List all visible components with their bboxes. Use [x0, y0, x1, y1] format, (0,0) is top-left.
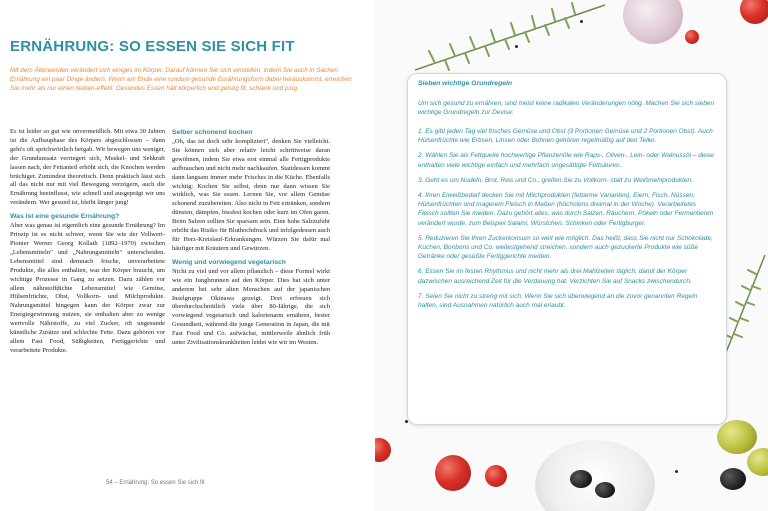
tomato-image — [685, 30, 699, 44]
pepper-image — [675, 470, 678, 473]
rule-item: 6. Essen Sie im festen Rhythmus und nicht mehr als drei Mahlzeiten täglich, damit der Körper dazwischen ausreichend Zeit für die Verdauung hat. Verzichten Sie auf Snacks zwischendurch. — [418, 268, 692, 285]
rule-item: 7. Seien Sie nicht zu streng mit sich. Wenn Sie sich überwiegend an die zuvor genannten Regeln halten, sind Ausnahmen natürlich auch mal erlaubt. — [418, 292, 698, 310]
paragraph: Es ist leider so gut wie unvermeidlich. Mit etwa 30 Jahren ist die Aufbauphase des Körpers abgeschlossen – dann geht's oft sprichwörtlich bergab. Wir bewegen uns weniger, der Grundumsatz verringert sich, Muskel- und Sehkraft lassen nach, der Fettanteil erhöht sich, die Knochen werden brüchiger. Zumindest theoretisch. Denn praktisch lässt sich all das nicht nur mit viel Bewegung verzögern, auch die Ernährung beeinflusst, wie schnell und ausgeprägt wir uns verändern. Wer gesund ist, bleibt länger jung! — [10, 128, 165, 207]
bowl-image — [535, 440, 655, 511]
rules-box — [407, 73, 727, 425]
garlic-image — [623, 0, 683, 44]
olive-image — [595, 482, 615, 498]
box-intro: Um sich gesund zu ernähren, sind meist keine radikalen Veränderungen nötig. Machen Sie sich sieben wichtige Grundregeln zur Devise: — [418, 100, 715, 117]
intro-text: Mit dem Älterwerden verändert sich einiges im Körper. Darauf können Sie sich einstellen, indem Sie auch in Sachen Ernährung ein paar Dinge ändern. Wenn am Ende eine rundum gesunde Ernährungsform dabei herauskommt, erreichen Sie mehr als nur einen Neben-effekt: Gesundes Essen hält körperlich und geistig fit, schlank und jung. — [10, 67, 352, 93]
olive-image — [720, 468, 746, 490]
text-column-2 — [172, 128, 330, 348]
section-heading: Was ist eine gesunde Ernährung? — [10, 213, 120, 221]
paragraph: Aber was genau ist eigentlich eine gesunde Ernährung? Im Prinzip ist es nicht schwer, wenn Sie wie der Vollwert-Pionier Werner Georg Kollath (1892–1970) zwischen „Lebensmitteln" und „Nahrungsmitteln" unterscheiden. Lebensmittel sind demnach frische, unverarbeitete Produkte, die alles enthalten, was der Körper braucht, um wichtige Prozesse in Gang zu setzen. Dazu zählen vor allem nährstoffdichte Lebensmittel wie Gemüse, Hülsenfrüchte, Obst, Vollkorn- und Milchprodukte. Nahrungsmittel hingegen kann der Körper zwar zur Energiegewinnung nutzen, sie enthalten aber zu wenige wertvolle Nährstoffe, zu viel Zucker, oft ungesunde künstliche Zusätze und schlechte Fette. Dazu gehören vor allem Fast Food, Süßigkeiten, Fertiggerichte und verarbeitete Produkte. — [10, 222, 165, 354]
left-page — [0, 0, 375, 511]
section-heading: Selber schonend kochen — [172, 129, 253, 136]
box-title: Sieben wichtige Grundregeln — [418, 80, 513, 87]
rosemary-image — [415, 0, 615, 80]
olive-image — [747, 448, 768, 476]
olive-image — [570, 470, 592, 488]
rule-item: 3. Geht es um Nudeln, Brot, Reis und Co., greifen Sie zu Vollkorn- statt zu Weißmehlprodukten. — [418, 176, 693, 184]
olive-image — [717, 420, 757, 454]
tomato-image — [375, 438, 391, 462]
rosemary-image — [720, 250, 768, 360]
paragraph: Nicht zu viel und vor allem pflanzlich – diese Formel wirkt wie ein Jungbrunnen auf den Körper. Dies hat sich unter anderem bei sehr alten Menschen auf der japanischen Inselgruppe Okinawa gezeigt. Dort erfreuen sich überdurchschnittlich viele über 80-Jährige, die sich vorwiegend vegetarisch und kalorienarm ernähren, bester Gesundheit, während die junge Generation in Japan, die mit Fast Food und Co. aufwächst, mittlerweile ähnlich früh unter Zivilisationskrankheiten leidet wie wir im Westen. — [172, 267, 330, 347]
paragraph: „Oh, das ist doch sehr kompliziert", denken Sie vielleicht. Sie können sich aber relativ leicht schrittweise daran gewöhnen, indem Sie etwa erst einmal alle Fertigprodukte aufbrauchen und nicht mehr nachkaufen. Stattdessen kommt dann langsam immer mehr Frisches in die Küche. Ebenfalls wichtig: Kochen Sie selbst, denn nur dann wissen Sie wirklich, was Sie essen. Lernen Sie, vor allem Gemüse schonend zuzubereiten. Also nicht in Fett ertränken, sondern dünsten, dämpfen, bissfest kochen oder kurz im Ofen garen. Beim Salzen sollten Sie sparsam sein. Eine hohe Salzzufuhr erhöht das Risiko für Bluthochdruck und infolgedessen auch für Herz-Kreislauf-Erkrankungen. Würzen Sie dafür mal häufiger mit Kräutern und Gewürzen. — [172, 138, 330, 252]
rules-list — [418, 127, 716, 316]
rule-item: 2. Wählen Sie als Fettquelle hochwertige Pflanzenöle wie Raps-, Oliven-, Lein- oder Walnussöl – diese enthalten viele wichtige einfach und mehrfach ungesättigte Fettsäuren. — [418, 152, 714, 169]
tomato-image — [740, 0, 768, 24]
pepper-image — [405, 420, 408, 423]
page-footer: 54 – Ernährung: So essen Sie sich fit — [106, 480, 205, 486]
page-title: ERNÄHRUNG: SO ESSEN SIE SICH FIT — [10, 38, 295, 55]
rule-item: 5. Reduzieren Sie Ihren Zuckerkonsum so weit wie möglich. Das heißt, dass Sie nicht nur Schokolade, Kuchen, Bonbons und Co. weitestgehend streichen, sondern auch gezuckerte Produkte wie süße Getränke oder gesüßte Fertiggerichte meiden. — [418, 234, 713, 261]
tomato-image — [485, 465, 507, 487]
text-column-1 — [10, 128, 165, 356]
rule-item: 1. Es gibt jeden Tag viel frisches Gemüse und Obst (3 Portionen Gemüse und 2 Portionen Obst). Auch Hülsenfrüchte wie Erbsen, Linsen oder Bohnen gehören regelmäßig auf den Teller. — [418, 128, 713, 145]
rule-item: 4. Ihren Eiweißbedarf decken Sie mit Milchprodukten (fettarme Varianten), Eiern, Fisch, Nüssen, Hülsenfrüchten und magerem Fleisch in Maßen (höchstens dreimal in der Woche). Verarbeitetes Fleisch sollten Sie meiden. Dazu gehört alles, was durch Salzen, Räuchern, Pökeln oder Fermentieren verändert wurde, zum Beispiel Salami, Würstchen, Schinken oder Fertigburger. — [418, 191, 714, 227]
tomato-image — [435, 455, 471, 491]
section-heading: Wenig und vorwiegend vegetarisch — [172, 258, 286, 266]
